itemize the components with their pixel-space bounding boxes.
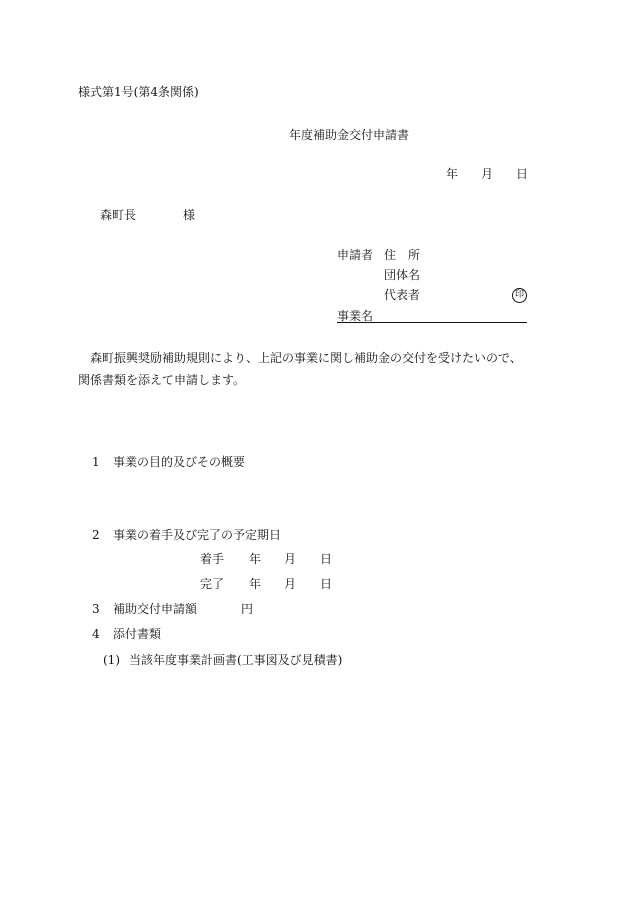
end-day: 日 (320, 577, 333, 591)
item-2-number: 2 (92, 528, 100, 542)
start-label: 着手 (200, 552, 225, 566)
item-1-text: 事業の目的及びその概要 (113, 455, 246, 469)
end-label: 完了 (200, 577, 225, 591)
attachment-1-text: 当該年度事業計画書(工事図及び見積書) (129, 653, 343, 667)
body-paragraph: 森町振興奨励補助規則により、上記の事業に関し補助金の交付を受けたいので、関係書類を添えて申請します。 (78, 351, 522, 387)
item-3-unit: 円 (241, 602, 254, 616)
applicant-label: 申請者 (337, 248, 374, 262)
end-month: 月 (284, 577, 297, 591)
date-year: 年 (446, 167, 459, 181)
date-day: 日 (516, 167, 529, 181)
item-3-text: 補助交付申請額 (113, 602, 198, 616)
seal-mark: 印 (512, 288, 527, 303)
start-day: 日 (320, 552, 333, 566)
addressee-honorific: 様 (183, 208, 196, 222)
document-title: 年度補助金交付申請書 (289, 128, 410, 142)
item-4-text: 添付書類 (113, 627, 162, 641)
end-year: 年 (249, 577, 262, 591)
item-2-text: 事業の着手及び完了の予定期日 (113, 528, 282, 542)
project-name-label: 事業名 (337, 309, 374, 323)
date-month: 月 (481, 167, 494, 181)
project-name-underline (337, 322, 527, 323)
item-4-number: 4 (92, 627, 100, 641)
start-year: 年 (249, 552, 262, 566)
form-number: 様式第1号(第4条関係) (78, 85, 199, 99)
addressee-name: 森町長 (100, 208, 137, 222)
item-1-number: 1 (92, 455, 100, 469)
group-name-label: 団体名 (384, 268, 421, 282)
address-label: 住 所 (384, 248, 421, 262)
representative-label: 代表者 (384, 288, 421, 302)
start-month: 月 (284, 552, 297, 566)
item-3-number: 3 (92, 602, 100, 616)
attachment-1-number: (1) (103, 653, 120, 667)
